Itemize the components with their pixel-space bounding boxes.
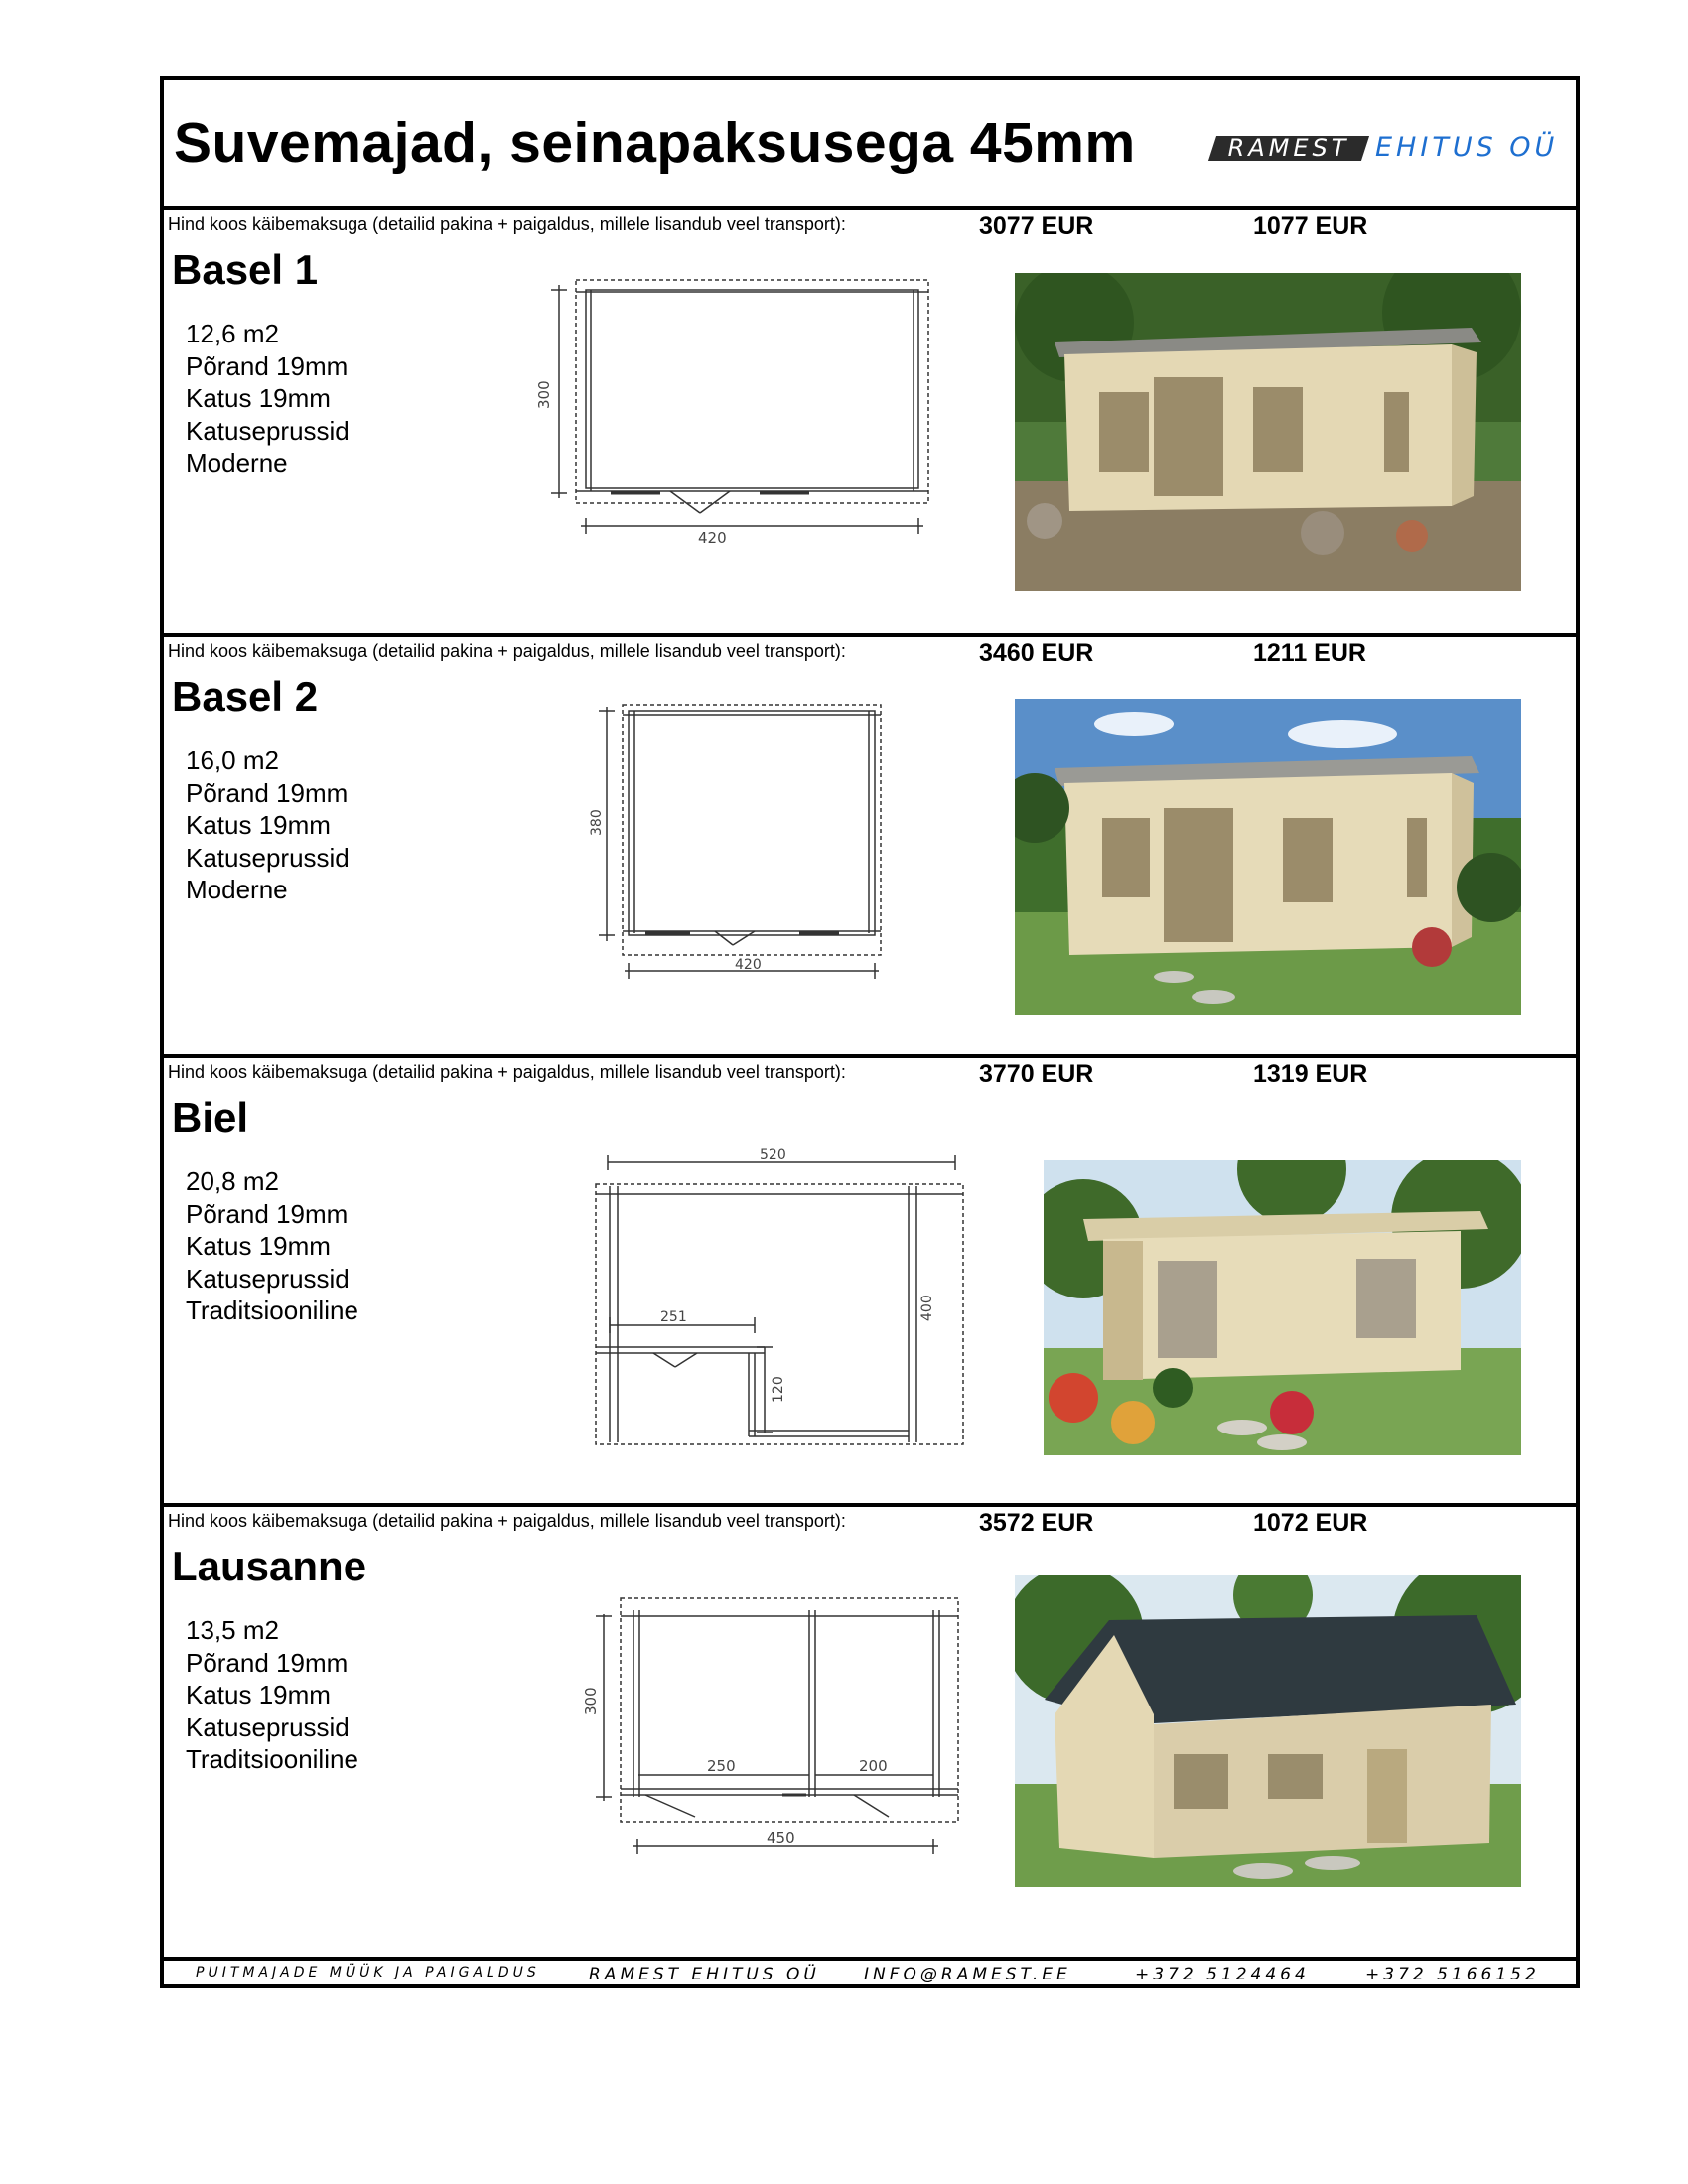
product-biel xyxy=(164,1058,1576,1507)
spec-rafters: Katuseprussid xyxy=(186,1711,350,1742)
price-sheet xyxy=(160,76,1580,1988)
page-header xyxy=(164,80,1576,210)
floor-plan xyxy=(566,1143,983,1470)
price-package: 3572 EUR xyxy=(979,1509,1094,1537)
footer-company: RAMEST EHITUS OÜ xyxy=(589,1965,820,1984)
dim-width: 450 xyxy=(767,1829,795,1846)
spec-rafters: Katuseprussid xyxy=(186,1263,350,1294)
dim-room-2: 200 xyxy=(859,1757,888,1775)
floor-plan xyxy=(521,270,938,578)
price-installation: 1072 EUR xyxy=(1253,1509,1368,1537)
floor-plan-drawing xyxy=(566,1143,983,1470)
spec-floor: Põrand 19mm xyxy=(186,1198,349,1229)
footer-phone-2[interactable]: +372 5166152 xyxy=(1365,1965,1540,1984)
product-lausanne xyxy=(164,1507,1576,1961)
spec-style: Traditsiooniline xyxy=(186,1296,358,1325)
price-installation: 1077 EUR xyxy=(1253,212,1368,240)
product-photo xyxy=(1015,273,1521,591)
spec-area: 20,8 m2 xyxy=(186,1166,279,1196)
spec-rafters: Katuseprussid xyxy=(186,842,350,873)
spec-area: 16,0 m2 xyxy=(186,746,279,775)
price-caption: Hind koos käibemaksuga (detailid pakina + paigaldus, millele lisandub veel transport): xyxy=(168,214,846,234)
spec-roof: Katus 19mm xyxy=(186,1680,331,1709)
dim-depth: 300 xyxy=(582,1687,600,1715)
footer-phone-1[interactable]: +372 5124464 xyxy=(1135,1965,1310,1984)
dim-depth: 400 xyxy=(919,1295,935,1321)
spec-list xyxy=(186,318,350,479)
product-photo xyxy=(1044,1160,1521,1455)
product-basel-2 xyxy=(164,637,1576,1058)
floor-plan-drawing xyxy=(521,270,938,578)
logo-text-ramest: RAMEST xyxy=(1227,134,1350,162)
logo-dark-part xyxy=(1208,136,1369,161)
product-name: Basel 2 xyxy=(172,673,319,720)
dim-width: 520 xyxy=(760,1147,786,1162)
spec-style: Moderne xyxy=(186,448,288,478)
spec-roof: Katus 19mm xyxy=(186,810,331,840)
dim-room: 251 xyxy=(660,1309,687,1325)
product-photo xyxy=(1015,699,1521,1015)
logo-text-ehitus: EHITUS OÜ xyxy=(1375,132,1559,163)
spec-roof: Katus 19mm xyxy=(186,1231,331,1261)
spec-style: Traditsiooniline xyxy=(186,1744,358,1774)
dim-room-1: 250 xyxy=(707,1757,736,1775)
spec-roof: Katus 19mm xyxy=(186,383,331,413)
price-caption: Hind koos käibemaksuga (detailid pakina + paigaldus, millele lisandub veel transport): xyxy=(168,1062,846,1082)
footer-email[interactable]: INFO@RAMEST.EE xyxy=(864,1965,1071,1984)
price-caption: Hind koos käibemaksuga (detailid pakina + paigaldus, millele lisandub veel transport): xyxy=(168,641,846,661)
price-installation: 1211 EUR xyxy=(1253,639,1366,667)
product-name: Lausanne xyxy=(172,1543,367,1589)
spec-list xyxy=(186,1165,358,1327)
dim-width: 420 xyxy=(698,529,727,547)
floor-plan-drawing xyxy=(546,1586,963,1914)
page-footer xyxy=(164,1961,1576,1988)
price-package: 3460 EUR xyxy=(979,639,1094,667)
dim-depth: 380 xyxy=(589,809,605,836)
spec-style: Moderne xyxy=(186,875,288,904)
spec-area: 12,6 m2 xyxy=(186,319,279,348)
spec-rafters: Katuseprussid xyxy=(186,415,350,446)
product-basel-1 xyxy=(164,210,1576,637)
dim-depth: 300 xyxy=(535,380,553,409)
price-caption: Hind koos käibemaksuga (detailid pakina + paigaldus, millele lisandub veel transport): xyxy=(168,1511,846,1531)
spec-floor: Põrand 19mm xyxy=(186,1647,349,1678)
company-logo xyxy=(1212,133,1580,163)
spec-floor: Põrand 19mm xyxy=(186,350,349,381)
price-package: 3770 EUR xyxy=(979,1060,1094,1088)
floor-plan-drawing xyxy=(571,695,899,993)
dim-porch: 120 xyxy=(771,1376,786,1403)
page-title: Suvemajad, seinapaksusega 45mm xyxy=(174,111,1136,175)
price-package: 3077 EUR xyxy=(979,212,1094,240)
spec-list xyxy=(186,1614,358,1776)
price-installation: 1319 EUR xyxy=(1253,1060,1368,1088)
product-name: Biel xyxy=(172,1094,249,1141)
floor-plan xyxy=(546,1586,963,1914)
spec-area: 13,5 m2 xyxy=(186,1615,279,1645)
dim-width: 420 xyxy=(735,957,762,973)
product-photo xyxy=(1015,1575,1521,1887)
floor-plan xyxy=(571,695,899,993)
product-name: Basel 1 xyxy=(172,246,319,293)
footer-tagline: PUITMAJADE MÜÜK JA PAIGALDUS xyxy=(196,1965,540,1980)
spec-list xyxy=(186,745,350,906)
spec-floor: Põrand 19mm xyxy=(186,777,349,808)
